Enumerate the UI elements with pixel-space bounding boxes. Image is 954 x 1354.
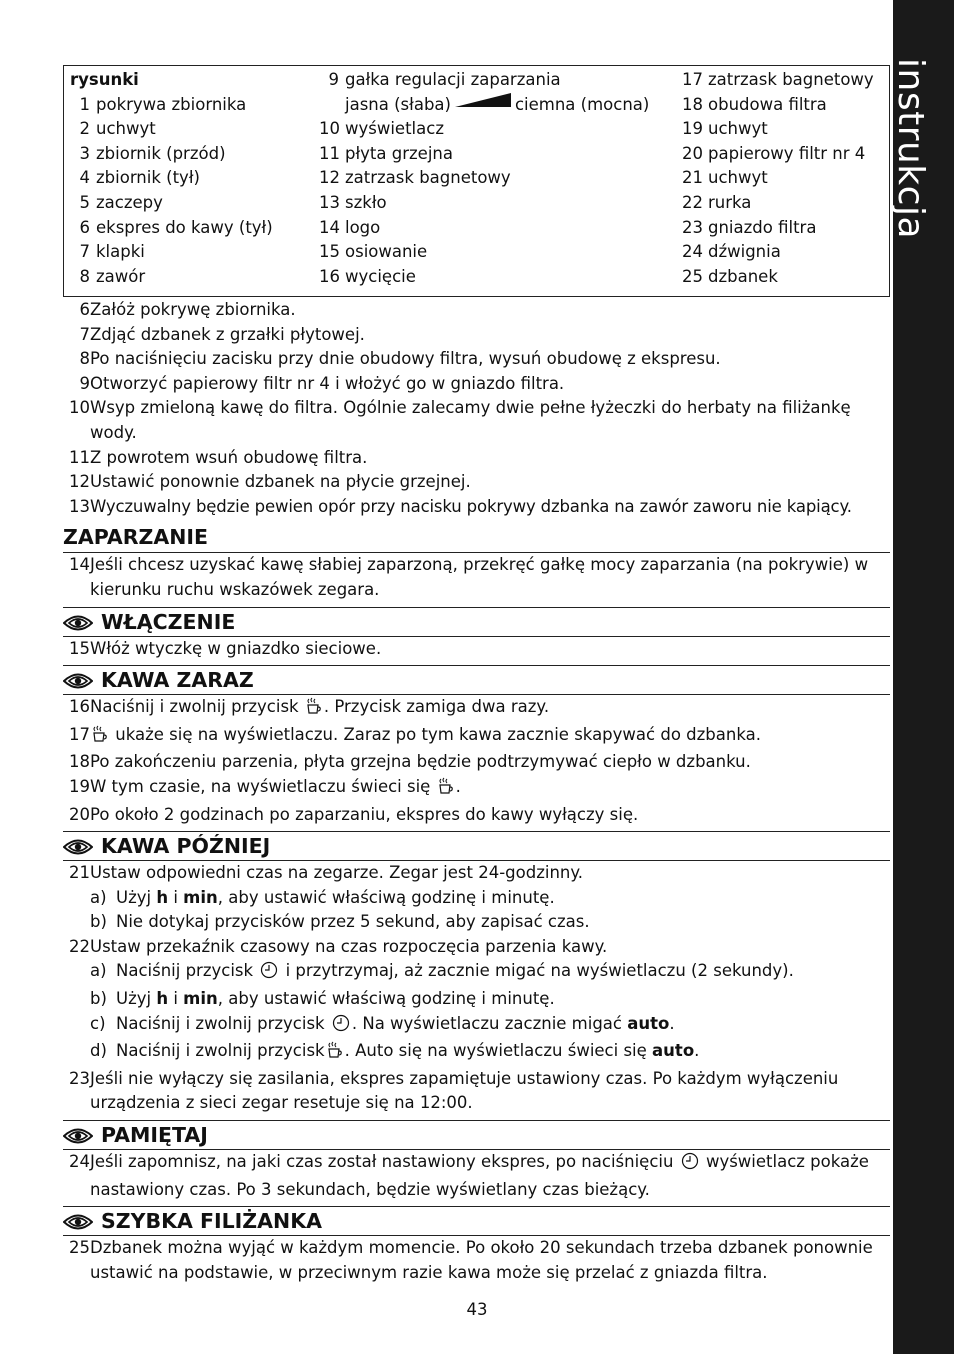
legend-item <box>682 93 890 118</box>
legend-text: zbiornik (przód) <box>96 143 226 163</box>
legend-item <box>682 265 890 290</box>
text-part: Jeśli zapomnisz, na jaki czas został nastawiony ekspres, po naciśnięciu <box>90 1152 674 1172</box>
legend-item <box>682 166 890 191</box>
clock-icon <box>681 1152 699 1178</box>
step <box>63 935 890 960</box>
text-part: i <box>168 887 184 907</box>
step-number: 11 <box>69 447 90 467</box>
step-text: Włóż wtyczkę w gniazdko sieciowe. <box>90 638 382 658</box>
eye-icon <box>63 611 93 639</box>
step <box>63 372 890 397</box>
section-title: WŁĄCZENIE <box>101 609 236 634</box>
legend-num: 4 <box>79 168 90 188</box>
legend-num: 8 <box>79 266 90 286</box>
text-part: Naciśnij i zwolnij przycisk <box>116 1013 325 1033</box>
text-part: Użyj <box>116 989 157 1009</box>
clock-icon <box>260 961 278 987</box>
legend-num: 1 <box>79 94 90 114</box>
legend-item <box>70 166 310 191</box>
sub-step <box>63 1012 890 1040</box>
legend-text: zatrzask bagnetowy <box>708 70 874 89</box>
legend-text: rurka <box>708 192 752 212</box>
section-heading-szybka-filizanka <box>63 1206 890 1236</box>
legend-item <box>319 68 679 93</box>
step-number: 12 <box>69 472 90 492</box>
sub-step <box>63 886 890 911</box>
brew-cup-icon <box>306 697 322 723</box>
section-heading-pamietaj <box>63 1120 890 1150</box>
sub-step-text <box>116 1012 890 1040</box>
legend-text: zbiornik (tył) <box>96 168 200 188</box>
legend-num: 13 <box>319 192 340 212</box>
legend-title: rysunki <box>70 70 139 89</box>
legend-text: płyta grzejna <box>345 143 453 163</box>
step-text: Załóż pokrywę zbiornika. <box>90 300 296 319</box>
step <box>63 495 890 520</box>
legend-item <box>70 142 310 167</box>
legend-column-2 <box>319 68 679 289</box>
step-number: 17 <box>69 724 90 744</box>
legend-item <box>682 216 890 241</box>
legend-item <box>682 117 890 142</box>
eye-icon <box>63 835 93 863</box>
legend-text: uchwyt <box>708 119 768 139</box>
step-text: Po zakończeniu parzenia, płyta grzejna będzie podtrzymywać ciepło w dzbanku. <box>90 752 751 772</box>
strength-dark-label: ciemna (mocna) <box>514 94 650 114</box>
step <box>63 298 890 323</box>
instructions-body <box>63 298 890 1285</box>
legend-num: 17 <box>682 70 703 89</box>
sub-step <box>63 1039 890 1067</box>
step-text: Ustaw odpowiedni czas na zegarze. Zegar jest 24-godzinny. <box>90 863 584 883</box>
legend-column-3 <box>682 68 890 289</box>
legend-num: 21 <box>682 168 703 188</box>
step-text: Z powrotem wsuń obudowę filtra. <box>90 447 368 467</box>
legend-num: 15 <box>319 242 340 262</box>
text-part: wyświetlacz pokaże nastawiony czas. Po 3 sekundach, będzie wyświetlany czas bieżący. <box>90 1152 869 1199</box>
sub-step-letter: c) <box>90 1013 106 1033</box>
sub-step-text: Nie dotykaj przycisków przez 5 sekund, aby zapisać czas. <box>116 912 590 932</box>
text-part: i przytrzymaj, aż zacznie migać na wyświetlaczu (2 sekundy). <box>280 961 794 981</box>
legend-item <box>70 93 310 118</box>
text-part: Naciśnij przycisk <box>116 961 254 981</box>
legend-text: papierowy filtr nr 4 <box>708 143 866 163</box>
legend-num: 9 <box>328 70 339 89</box>
step <box>63 775 890 803</box>
step-number: 25 <box>69 1238 90 1258</box>
legend-item <box>682 142 890 167</box>
step <box>63 637 890 662</box>
legend-text: klapki <box>96 242 145 262</box>
step-text: Po naciśnięciu zacisku przy dnie obudowy filtra, wysuń obudowę z ekspresu. <box>90 349 721 369</box>
step-number: 7 <box>79 324 90 344</box>
step-number: 23 <box>69 1068 90 1088</box>
eye-icon <box>63 669 93 697</box>
legend-num: 25 <box>682 266 703 286</box>
legend-text: uchwyt <box>96 119 156 139</box>
step-text <box>90 695 890 723</box>
step <box>63 1150 890 1202</box>
step <box>63 1067 890 1116</box>
step <box>63 723 890 751</box>
step-text-part: . <box>455 776 461 796</box>
sub-step-letter: b) <box>90 912 107 932</box>
text-part: . Auto się na wyświetlaczu świeci się <box>344 1041 653 1061</box>
min-key-label: min <box>183 989 218 1009</box>
step-text <box>90 1150 890 1202</box>
step <box>63 803 890 828</box>
strength-wedge-icon <box>455 93 511 107</box>
legend-text: osiowanie <box>345 242 428 262</box>
step-number: 16 <box>69 697 90 717</box>
step-number: 6 <box>79 300 90 319</box>
step-text: Po około 2 godzinach po zaparzaniu, ekspres do kawy wyłączy się. <box>90 804 639 824</box>
step-text-part: . Przycisk zamiga dwa razy. <box>323 697 550 717</box>
legend-item <box>682 240 890 265</box>
step-text: Ustawić ponownie dzbanek na płycie grzejnej. <box>90 472 471 492</box>
step-text: Ustaw przekaźnik czasowy na czas rozpoczęcia parzenia kawy. <box>90 936 608 956</box>
legend-num: 3 <box>79 143 90 163</box>
clock-icon <box>332 1014 350 1040</box>
section-title: KAWA ZARAZ <box>101 668 254 693</box>
legend-item <box>319 166 679 191</box>
step-number: 9 <box>79 373 90 393</box>
legend-num: 11 <box>319 143 340 163</box>
step-number: 14 <box>69 555 90 575</box>
legend-num: 24 <box>682 242 703 262</box>
step-text: Otworzyć papierowy filtr nr 4 i włożyć go w gniazdo filtra. <box>90 373 565 393</box>
text-part: , aby ustawić właściwą godzinę i minutę. <box>217 887 555 907</box>
section-heading-zaparzanie <box>63 523 890 553</box>
step <box>63 396 890 445</box>
legend-text: wycięcie <box>345 266 416 286</box>
legend-text: pokrywa zbiornika <box>96 94 247 114</box>
sub-step-text <box>116 987 890 1012</box>
section-title: PAMIĘTAJ <box>101 1123 208 1148</box>
step-number: 10 <box>69 398 90 418</box>
legend-item <box>70 265 310 290</box>
legend-item <box>319 240 679 265</box>
step <box>63 861 890 886</box>
step-number: 22 <box>69 936 90 956</box>
legend-item <box>70 216 310 241</box>
brew-cup-icon <box>438 777 454 803</box>
sub-step-text <box>116 959 890 987</box>
legend-text: zatrzask bagnetowy <box>345 168 511 188</box>
legend-text: gniazdo filtra <box>708 217 817 237</box>
eye-icon <box>63 1210 93 1238</box>
legend-item-strength-scale <box>319 93 679 118</box>
page-number: 43 <box>466 1300 488 1319</box>
auto-label: auto <box>652 1041 695 1061</box>
legend-item <box>319 191 679 216</box>
legend-item <box>682 191 890 216</box>
section-title: ZAPARZANIE <box>63 525 209 550</box>
legend-text: szkło <box>345 192 387 212</box>
step-text <box>90 723 890 751</box>
step <box>63 446 890 471</box>
text-part: , aby ustawić właściwą godzinę i minutę. <box>217 989 555 1009</box>
legend-num: 20 <box>682 143 703 163</box>
legend-num: 7 <box>79 242 90 262</box>
step-text-part: ukaże się na wyświetlaczu. Zaraz po tym kawa zacznie skapywać do dzbanka. <box>110 724 761 744</box>
sub-step <box>63 987 890 1012</box>
sub-step-text <box>116 1039 890 1067</box>
legend-text: dźwignia <box>708 242 781 262</box>
legend-item <box>70 117 310 142</box>
section-title: SZYBKA FILIŻANKA <box>101 1209 322 1234</box>
legend-num: 16 <box>319 266 340 286</box>
step-text-part: Naciśnij i zwolnij przycisk <box>90 697 299 717</box>
text-part: Naciśnij i zwolnij przycisk <box>116 1041 325 1061</box>
sub-step-letter: a) <box>90 887 107 907</box>
step-number: 18 <box>69 752 90 772</box>
step-text: Wyczuwalny będzie pewien opór przy nacisku pokrywy dzbanka na zawór zaworu nie kapiący. <box>90 496 852 516</box>
step-text: Jeśli nie wyłączy się zasilania, ekspres zapamiętuje ustawiony czas. Po każdym wyłączeniu urządzenia z sieci zegar resetuje się na 12:00. <box>90 1068 839 1113</box>
step <box>63 553 890 602</box>
step-text: Dzbanek można wyjąć w każdym momencie. Po około 20 sekundach trzeba dzbanek ponownie ustawić na podstawie, w przeciwnym razie kawa może się przelać z gniazda filtra. <box>90 1238 873 1282</box>
step-number: 13 <box>69 496 90 516</box>
eye-icon <box>63 1124 93 1152</box>
sub-step-letter: d) <box>90 1041 107 1061</box>
step <box>63 750 890 775</box>
legend-num: 5 <box>79 192 90 212</box>
legend-num: 12 <box>319 168 340 188</box>
text-part: . <box>694 1041 700 1061</box>
step <box>63 695 890 723</box>
h-key-label: h <box>156 887 169 907</box>
strength-light-label: jasna (słaba) <box>345 94 451 114</box>
legend-item <box>70 240 310 265</box>
step <box>63 323 890 348</box>
section-title: KAWA PÓŹNIEJ <box>101 834 271 859</box>
legend-text: obudowa filtra <box>708 94 827 114</box>
step-number: 8 <box>79 349 90 369</box>
step-number: 15 <box>69 638 90 658</box>
section-heading-kawa-zaraz <box>63 665 890 695</box>
legend-num: 18 <box>682 94 703 114</box>
sub-step <box>63 910 890 935</box>
legend-item <box>70 191 310 216</box>
legend-item <box>319 117 679 142</box>
side-tab-label: instrukcja <box>890 58 931 240</box>
brew-cup-icon <box>92 725 108 751</box>
text-part: . Na wyświetlaczu zacznie migać <box>351 1013 628 1033</box>
legend-num: 6 <box>79 217 90 237</box>
legend-text: gałka regulacji zaparzania <box>345 70 561 89</box>
legend-item <box>319 142 679 167</box>
section-heading-wlaczenie <box>63 607 890 637</box>
step-text: Wsyp zmieloną kawę do filtra. Ogólnie zalecamy dwie pełne łyżeczki do herbaty na filiżankę wody. <box>90 398 851 442</box>
text-part: i <box>168 989 184 1009</box>
h-key-label: h <box>156 989 169 1009</box>
step <box>63 470 890 495</box>
brew-cup-icon <box>327 1041 343 1067</box>
legend-item <box>319 216 679 241</box>
step-number: 20 <box>69 804 90 824</box>
legend-text: zawór <box>96 266 146 286</box>
legend-num: 23 <box>682 217 703 237</box>
legend-text: uchwyt <box>708 168 768 188</box>
legend-text: dzbanek <box>708 266 778 286</box>
min-key-label: min <box>183 887 218 907</box>
legend-num: 2 <box>79 119 90 139</box>
parts-legend <box>63 65 890 297</box>
step <box>63 347 890 372</box>
legend-text: wyświetlacz <box>345 119 444 139</box>
step-text <box>90 775 890 803</box>
legend-text: ekspres do kawy (tył) <box>96 217 273 237</box>
legend-text: zaczepy <box>96 192 163 212</box>
auto-label: auto <box>627 1013 670 1033</box>
legend-num: 22 <box>682 192 703 212</box>
legend-num: 19 <box>682 119 703 139</box>
step-number: 19 <box>69 776 90 796</box>
legend-column-1 <box>70 68 310 289</box>
text-part: Użyj <box>116 887 157 907</box>
sub-step-letter: b) <box>90 989 107 1009</box>
legend-item <box>319 265 679 290</box>
sub-step <box>63 959 890 987</box>
legend-num: 14 <box>319 217 340 237</box>
step <box>63 1236 890 1285</box>
step-text-part: W tym czasie, na wyświetlaczu świeci się <box>90 776 431 796</box>
legend-item <box>682 68 890 93</box>
step-number: 24 <box>69 1152 90 1172</box>
legend-text: logo <box>345 217 381 237</box>
step-number: 21 <box>69 863 90 883</box>
sub-step-letter: a) <box>90 961 107 981</box>
sub-step-text <box>116 886 890 911</box>
section-heading-kawa-pozniej <box>63 831 890 861</box>
legend-num: 10 <box>319 119 340 139</box>
step-text: Zdjąć dzbanek z grzałki płytowej. <box>90 324 365 344</box>
step-text: Jeśli chcesz uzyskać kawę słabiej zaparzoną, przekręć gałkę mocy zaparzania (na pokrywie) w kierunku ruchu wskazówek zegara. <box>90 555 869 599</box>
text-part: . <box>669 1013 675 1033</box>
